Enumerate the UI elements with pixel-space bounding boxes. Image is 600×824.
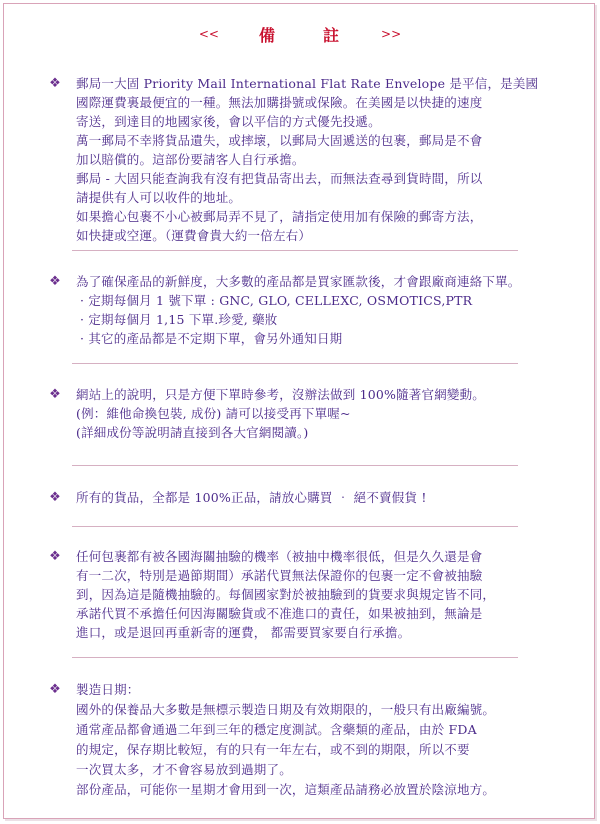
note-line: 到，因為這是隨機抽驗的。每個國家對於被抽驗到的貨要求與規定皆不同， (76, 587, 496, 602)
note-line: 如快捷或空運。（運費會貴大約一倍左右） (76, 228, 312, 243)
note-line: 通常產品都會通過二年到三年的穩定度測試。含藥類的產品，由於 FDA (76, 722, 477, 737)
note-line: (例：維他命換包裝, 成份) 請可以接受再下單喔~ (76, 406, 351, 421)
note-line: 如果擔心包裹不小心被郵局弄不見了，請指定使用加有保險的郵寄方法， (76, 209, 483, 224)
note-line: 有一二次，特別是過節期間）承諾代買無法保證你的包裹一定不會被抽驗 (76, 568, 483, 583)
note-line: 國際運費裏最便宜的一種。無法加購掛號或保險。在美國是以快捷的速度 (76, 95, 483, 110)
note-line: 請提供有人可以收件的地址。 (76, 190, 242, 205)
diamond-bullet-icon: ❖ (49, 682, 61, 697)
note-line: 所有的貨品，全都是 100%正品，請放心購買 ‧ 絕不賣假貨 ! (76, 490, 427, 505)
note-line: · 定期每個月 1,15 下單.珍愛, 藥妝 (80, 312, 278, 327)
note-line: 部份產品，可能你一星期才會用到一次，這類產品請務必放置於陰涼地方。 (76, 782, 496, 797)
note-line: 進口，或是退回再重新寄的運費， 都需要買家要自行承擔。 (76, 625, 411, 640)
divider (72, 465, 518, 466)
left-arrow: << (198, 27, 219, 41)
note-line: 郵局一大固 Priority Mail International Flat Rate Envelope 是平信，是美國 (76, 76, 539, 91)
diamond-bullet-icon: ❖ (49, 490, 61, 505)
title-word-1: 備 (258, 25, 275, 45)
note-line: 承諾代買不承擔任何因海關驗貨或不准進口的責任，如果被抽到，無論是 (76, 606, 483, 621)
divider (72, 657, 518, 658)
diamond-bullet-icon: ❖ (49, 549, 61, 564)
note-line: · 定期每個月 1 號下單 : GNC, GLO, CELLEXC, OSMOTICS,PTR (80, 293, 473, 308)
note-line: 為了確保產品的新鮮度，大多數的產品都是買家匯款後，才會跟廠商連絡下單。 (76, 274, 521, 289)
note-line: 萬一郵局不幸將貨品遺失，或摔壞，以郵局大固遞送的包裹，郵局是不會 (76, 133, 483, 148)
divider (72, 526, 518, 527)
note-line: · 其它的產品都是不定期下單，會另外通知日期 (80, 331, 343, 346)
note-line: 寄送，到達目的地國家後，會以平信的方式優先投遞。 (76, 114, 381, 129)
note-line: 加以賠償的。這部份要請客人自行承擔。 (76, 152, 305, 167)
note-heading: 製造日期： (76, 682, 140, 697)
diamond-bullet-icon: ❖ (49, 76, 61, 91)
diamond-bullet-icon: ❖ (49, 387, 61, 402)
note-line: 任何包裹都有被各國海關抽驗的機率（被抽中機率很低，但是久久還是會 (76, 549, 483, 564)
diamond-bullet-icon: ❖ (49, 274, 61, 289)
divider (72, 363, 518, 364)
page-title (0, 24, 600, 44)
note-line: 的規定，保存期比較短，有的只有一年左右，或不到的期限，所以不要 (76, 742, 470, 757)
note-line: (詳細成份等說明請直接到各大官網閱讀。) (76, 425, 309, 440)
right-arrow: >> (381, 27, 402, 41)
note-line: 郵局 - 大固只能查詢我有沒有把貨品寄出去，而無法查尋到貨時間，所以 (76, 171, 483, 186)
divider (72, 250, 518, 251)
note-line: 國外的保養品大多數是無標示製造日期及有效期限的，一般只有出廠編號。 (76, 702, 496, 717)
note-line: 網站上的說明，只是方便下單時參考，沒辦法做到 100%隨著官網變動。 (76, 387, 486, 402)
title-word-2: 註 (323, 25, 340, 45)
note-line: 一次買太多，才不會容易放到過期了。 (76, 762, 292, 777)
